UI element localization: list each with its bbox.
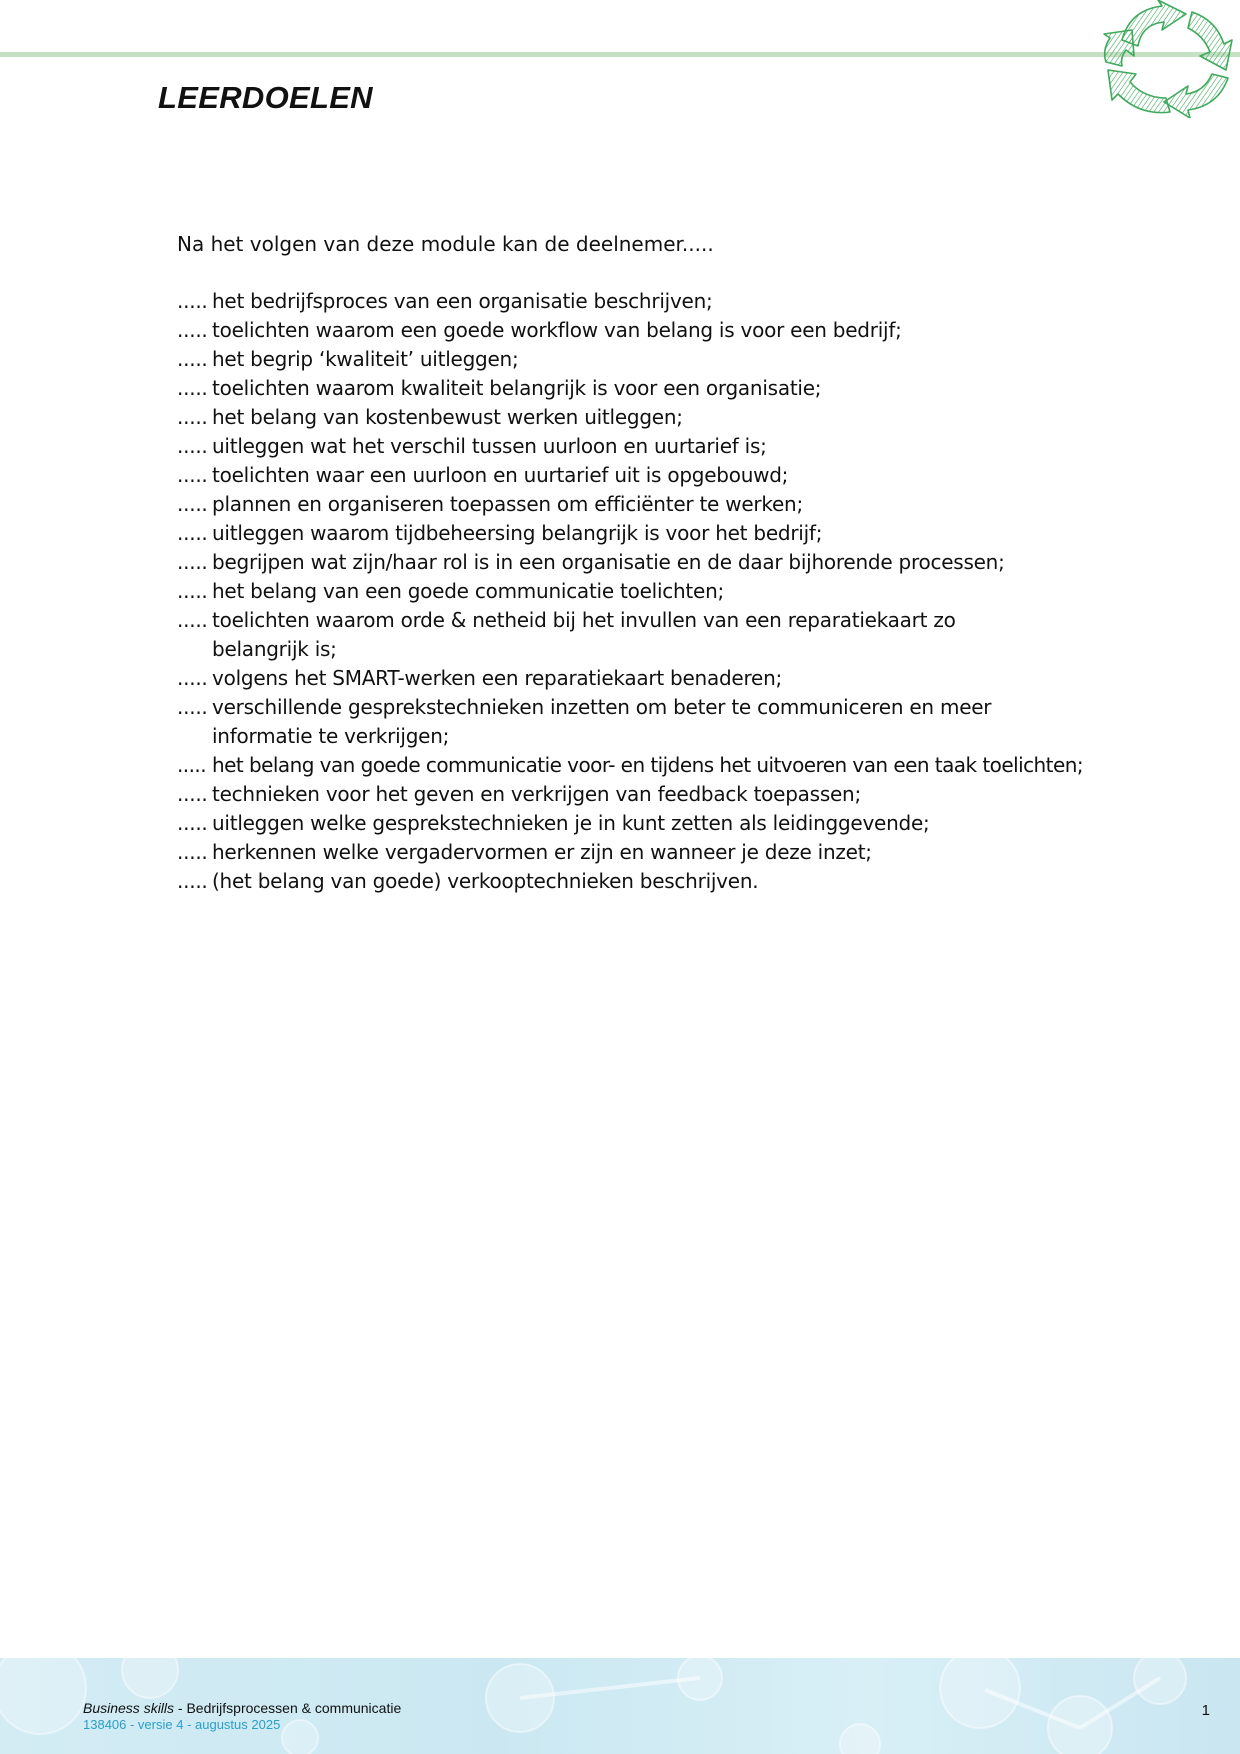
list-item xyxy=(177,519,1137,548)
goal-text: toelichten waar een uurloon en uurtarief uit is opgebouwd; xyxy=(212,463,789,487)
list-item xyxy=(177,838,1137,867)
bullet-prefix: ..... xyxy=(177,347,208,371)
list-item xyxy=(177,316,1137,345)
page-title: LEERDOELEN xyxy=(158,80,373,115)
goal-text: uitleggen waarom tijdbeheersing belangrijk is voor het bedrijf; xyxy=(212,521,823,545)
list-item xyxy=(177,780,1137,809)
header-rule xyxy=(0,52,1240,57)
footer-course-subtitle: - Bedrijfsprocessen & communicatie xyxy=(174,1700,402,1716)
bullet-prefix: ..... xyxy=(177,289,208,313)
list-item xyxy=(177,751,1137,780)
list-item xyxy=(177,606,1137,664)
goal-text: uitleggen welke gesprekstechnieken je in kunt zetten als leidinggevende; xyxy=(212,811,930,835)
list-item xyxy=(177,461,1137,490)
goal-text: herkennen welke vergadervormen er zijn en wanneer je deze inzet; xyxy=(212,840,872,864)
recycle-icon xyxy=(1100,0,1240,118)
goal-text: het bedrijfsproces van een organisatie beschrijven; xyxy=(212,289,713,313)
bullet-prefix: ..... xyxy=(177,782,208,806)
list-item xyxy=(177,809,1137,838)
goal-text: volgens het SMART-werken een reparatiekaart benaderen; xyxy=(212,666,782,690)
page-number: 1 xyxy=(1201,1702,1210,1719)
footer-version-line: 138406 - versie 4 - augustus 2025 xyxy=(83,1717,281,1732)
goal-text: het begrip ‘kwaliteit’ uitleggen; xyxy=(212,347,519,371)
goal-text: toelichten waarom orde & netheid bij het invullen van een reparatiekaart zo belangrijk is; xyxy=(212,608,956,661)
goal-text: verschillende gesprekstechnieken inzetten om beter te communiceren en meer informatie te verkrijgen; xyxy=(212,695,992,748)
goal-text: het belang van een goede communicatie toelichten; xyxy=(212,579,724,603)
list-item xyxy=(177,490,1137,519)
bullet-prefix: ..... xyxy=(177,695,208,719)
page-footer xyxy=(0,1658,1240,1754)
goal-text: begrijpen wat zijn/haar rol is in een organisatie en de daar bijhorende processen; xyxy=(212,550,1005,574)
goal-text: plannen en organiseren toepassen om efficiënter te werken; xyxy=(212,492,803,516)
bullet-prefix: ..... xyxy=(177,492,208,516)
goal-text: toelichten waarom een goede workflow van belang is voor een bedrijf; xyxy=(212,318,902,342)
bullet-prefix: ..... xyxy=(177,521,208,545)
bullet-prefix: ..... xyxy=(177,376,208,400)
list-item xyxy=(177,345,1137,374)
list-item xyxy=(177,664,1137,693)
footer-course-title xyxy=(83,1700,401,1716)
bullet-prefix: ..... xyxy=(177,434,208,458)
bullet-prefix: ..... xyxy=(177,579,208,603)
footer-course-name: Business skills xyxy=(83,1700,175,1716)
bullet-prefix: ..... xyxy=(177,811,208,835)
goal-text: het belang van goede communicatie voor- en tijdens het uitvoeren van een taak toelichten; xyxy=(212,753,1084,777)
list-item xyxy=(177,548,1137,577)
bullet-prefix: ..... xyxy=(177,550,208,574)
intro-text: Na het volgen van deze module kan de deelnemer..... xyxy=(177,232,714,256)
goal-text: technieken voor het geven en verkrijgen van feedback toepassen; xyxy=(212,782,861,806)
learning-goals-list xyxy=(177,287,1137,896)
bullet-prefix: ..... xyxy=(177,608,208,632)
goal-text: uitleggen wat het verschil tussen uurloon en uurtarief is; xyxy=(212,434,767,458)
goal-text: het belang van kostenbewust werken uitleggen; xyxy=(212,405,683,429)
bullet-prefix: ..... xyxy=(177,405,208,429)
list-item xyxy=(177,403,1137,432)
list-item xyxy=(177,287,1137,316)
goal-text: (het belang van goede) verkooptechnieken beschrijven. xyxy=(212,869,759,893)
list-item xyxy=(177,867,1137,896)
goal-text: toelichten waarom kwaliteit belangrijk is voor een organisatie; xyxy=(212,376,822,400)
list-item xyxy=(177,374,1137,403)
bullet-prefix: ..... xyxy=(177,666,208,690)
bullet-prefix: ..... xyxy=(177,463,208,487)
bullet-prefix: ..... xyxy=(177,840,208,864)
bullet-prefix: ..... xyxy=(177,753,207,777)
list-item xyxy=(177,577,1137,606)
list-item xyxy=(177,432,1137,461)
list-item xyxy=(177,693,1137,751)
bullet-prefix: ..... xyxy=(177,318,208,342)
bullet-prefix: ..... xyxy=(177,869,208,893)
